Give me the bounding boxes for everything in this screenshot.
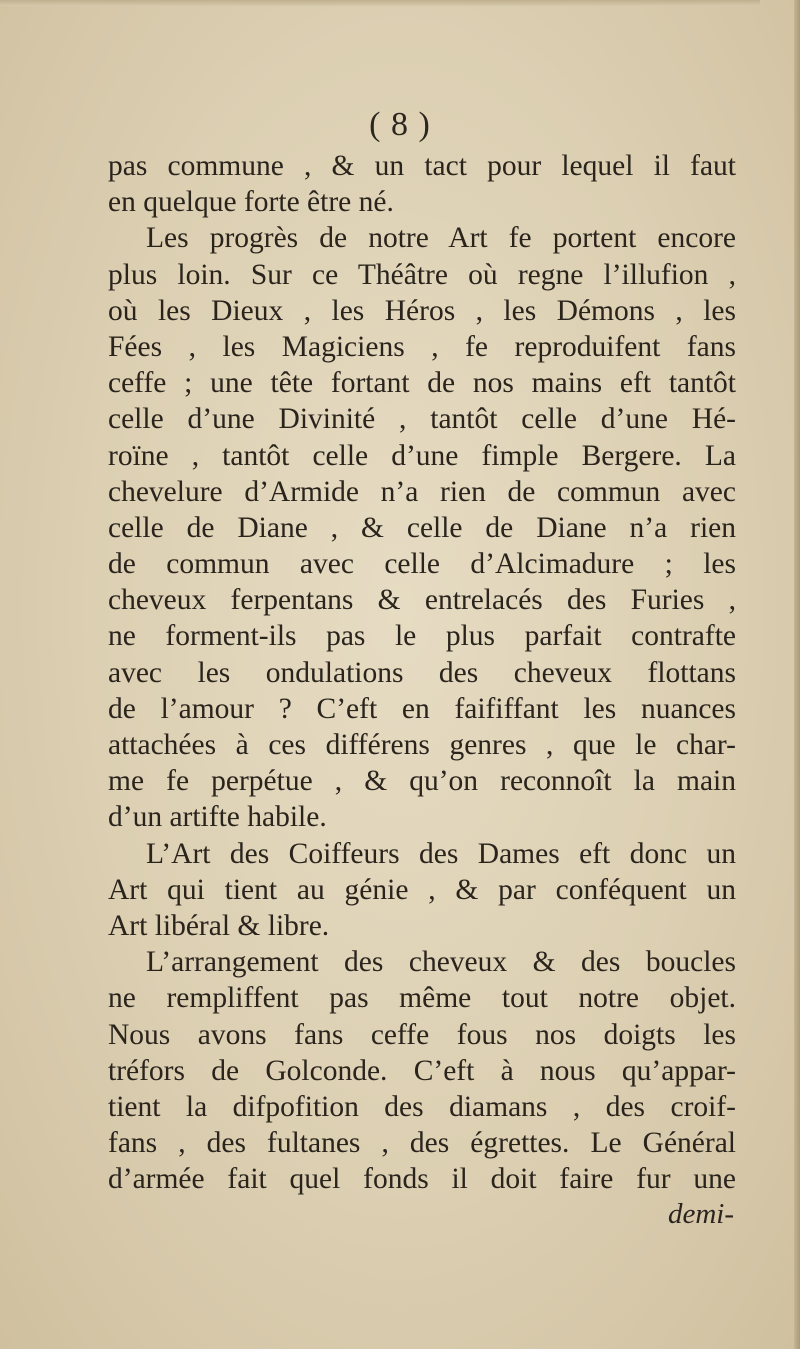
text-line: celle d’une Divinité , tantôt celle d’une Hé- [108, 403, 736, 436]
text-line: cheveux ferpentans & entrelacés des Furies , [108, 584, 736, 617]
text-line: L’arrangement des cheveux & des boucles [146, 946, 736, 979]
text-line: attachées à ces différens genres , que le char- [108, 729, 736, 761]
text-line: ceffe ; une tête fortant de nos mains eft tantôt [108, 367, 736, 400]
text-line: celle de Diane , & celle de Diane n’a rien [108, 511, 736, 544]
text-line: d’un artifte habile. [108, 801, 327, 834]
page-number: ( 8 ) [369, 106, 431, 143]
text-line: où les Dieux , les Héros , les Démons , les [108, 294, 736, 327]
body-text [108, 148, 736, 1197]
text-line: Fées , les Magiciens , fe reproduifent fans [108, 330, 736, 363]
text-line: pas commune , & un tact pour lequel il faut [108, 150, 736, 182]
text-line: Art qui tient au génie , & par conféquent un [108, 873, 736, 906]
text-line: d’armée fait quel fonds il doit faire fur une [108, 1163, 736, 1196]
text-line: fans , des fultanes , des égrettes. Le Général [108, 1127, 736, 1160]
text-line: me fe perpétue , & qu’on reconnoît la main [108, 765, 736, 798]
text-line: ne rempliffent pas même tout notre objet. [108, 982, 736, 1015]
text-line: avec les ondulations des cheveux flottans [108, 656, 736, 689]
text-line: roïne , tantôt celle d’une fimple Bergere. La [108, 439, 736, 472]
text-line: ne forment-ils pas le plus parfait contrafte [108, 620, 736, 653]
text-line: Nous avons fans ceffe fous nos doigts les [108, 1018, 736, 1051]
text-line: L’Art des Coiffeurs des Dames eft donc un [146, 837, 736, 870]
text-line: tient la difpofition des diamans , des croif- [108, 1090, 736, 1123]
text-line: de l’amour ? C’eft en faififfant les nuances [108, 692, 736, 725]
text-line: plus loin. Sur ce Théâtre où regne l’illufion , [108, 258, 736, 291]
text-line: Art libéral & libre. [108, 909, 330, 942]
top-edge-shadow [0, 0, 760, 6]
text-line: de commun avec celle d’Alcimadure ; les [108, 548, 736, 581]
text-line: en quelque forte être né. [108, 186, 394, 219]
catchword: demi- [667, 1198, 734, 1230]
text-line: chevelure d’Armide n’a rien de commun avec [108, 475, 736, 508]
text-line: Les progrès de notre Art fe portent encore [146, 222, 736, 255]
right-edge-shadow [794, 0, 800, 1349]
text-line: tréfors de Golconde. C’eft à nous qu’appar- [108, 1054, 736, 1087]
